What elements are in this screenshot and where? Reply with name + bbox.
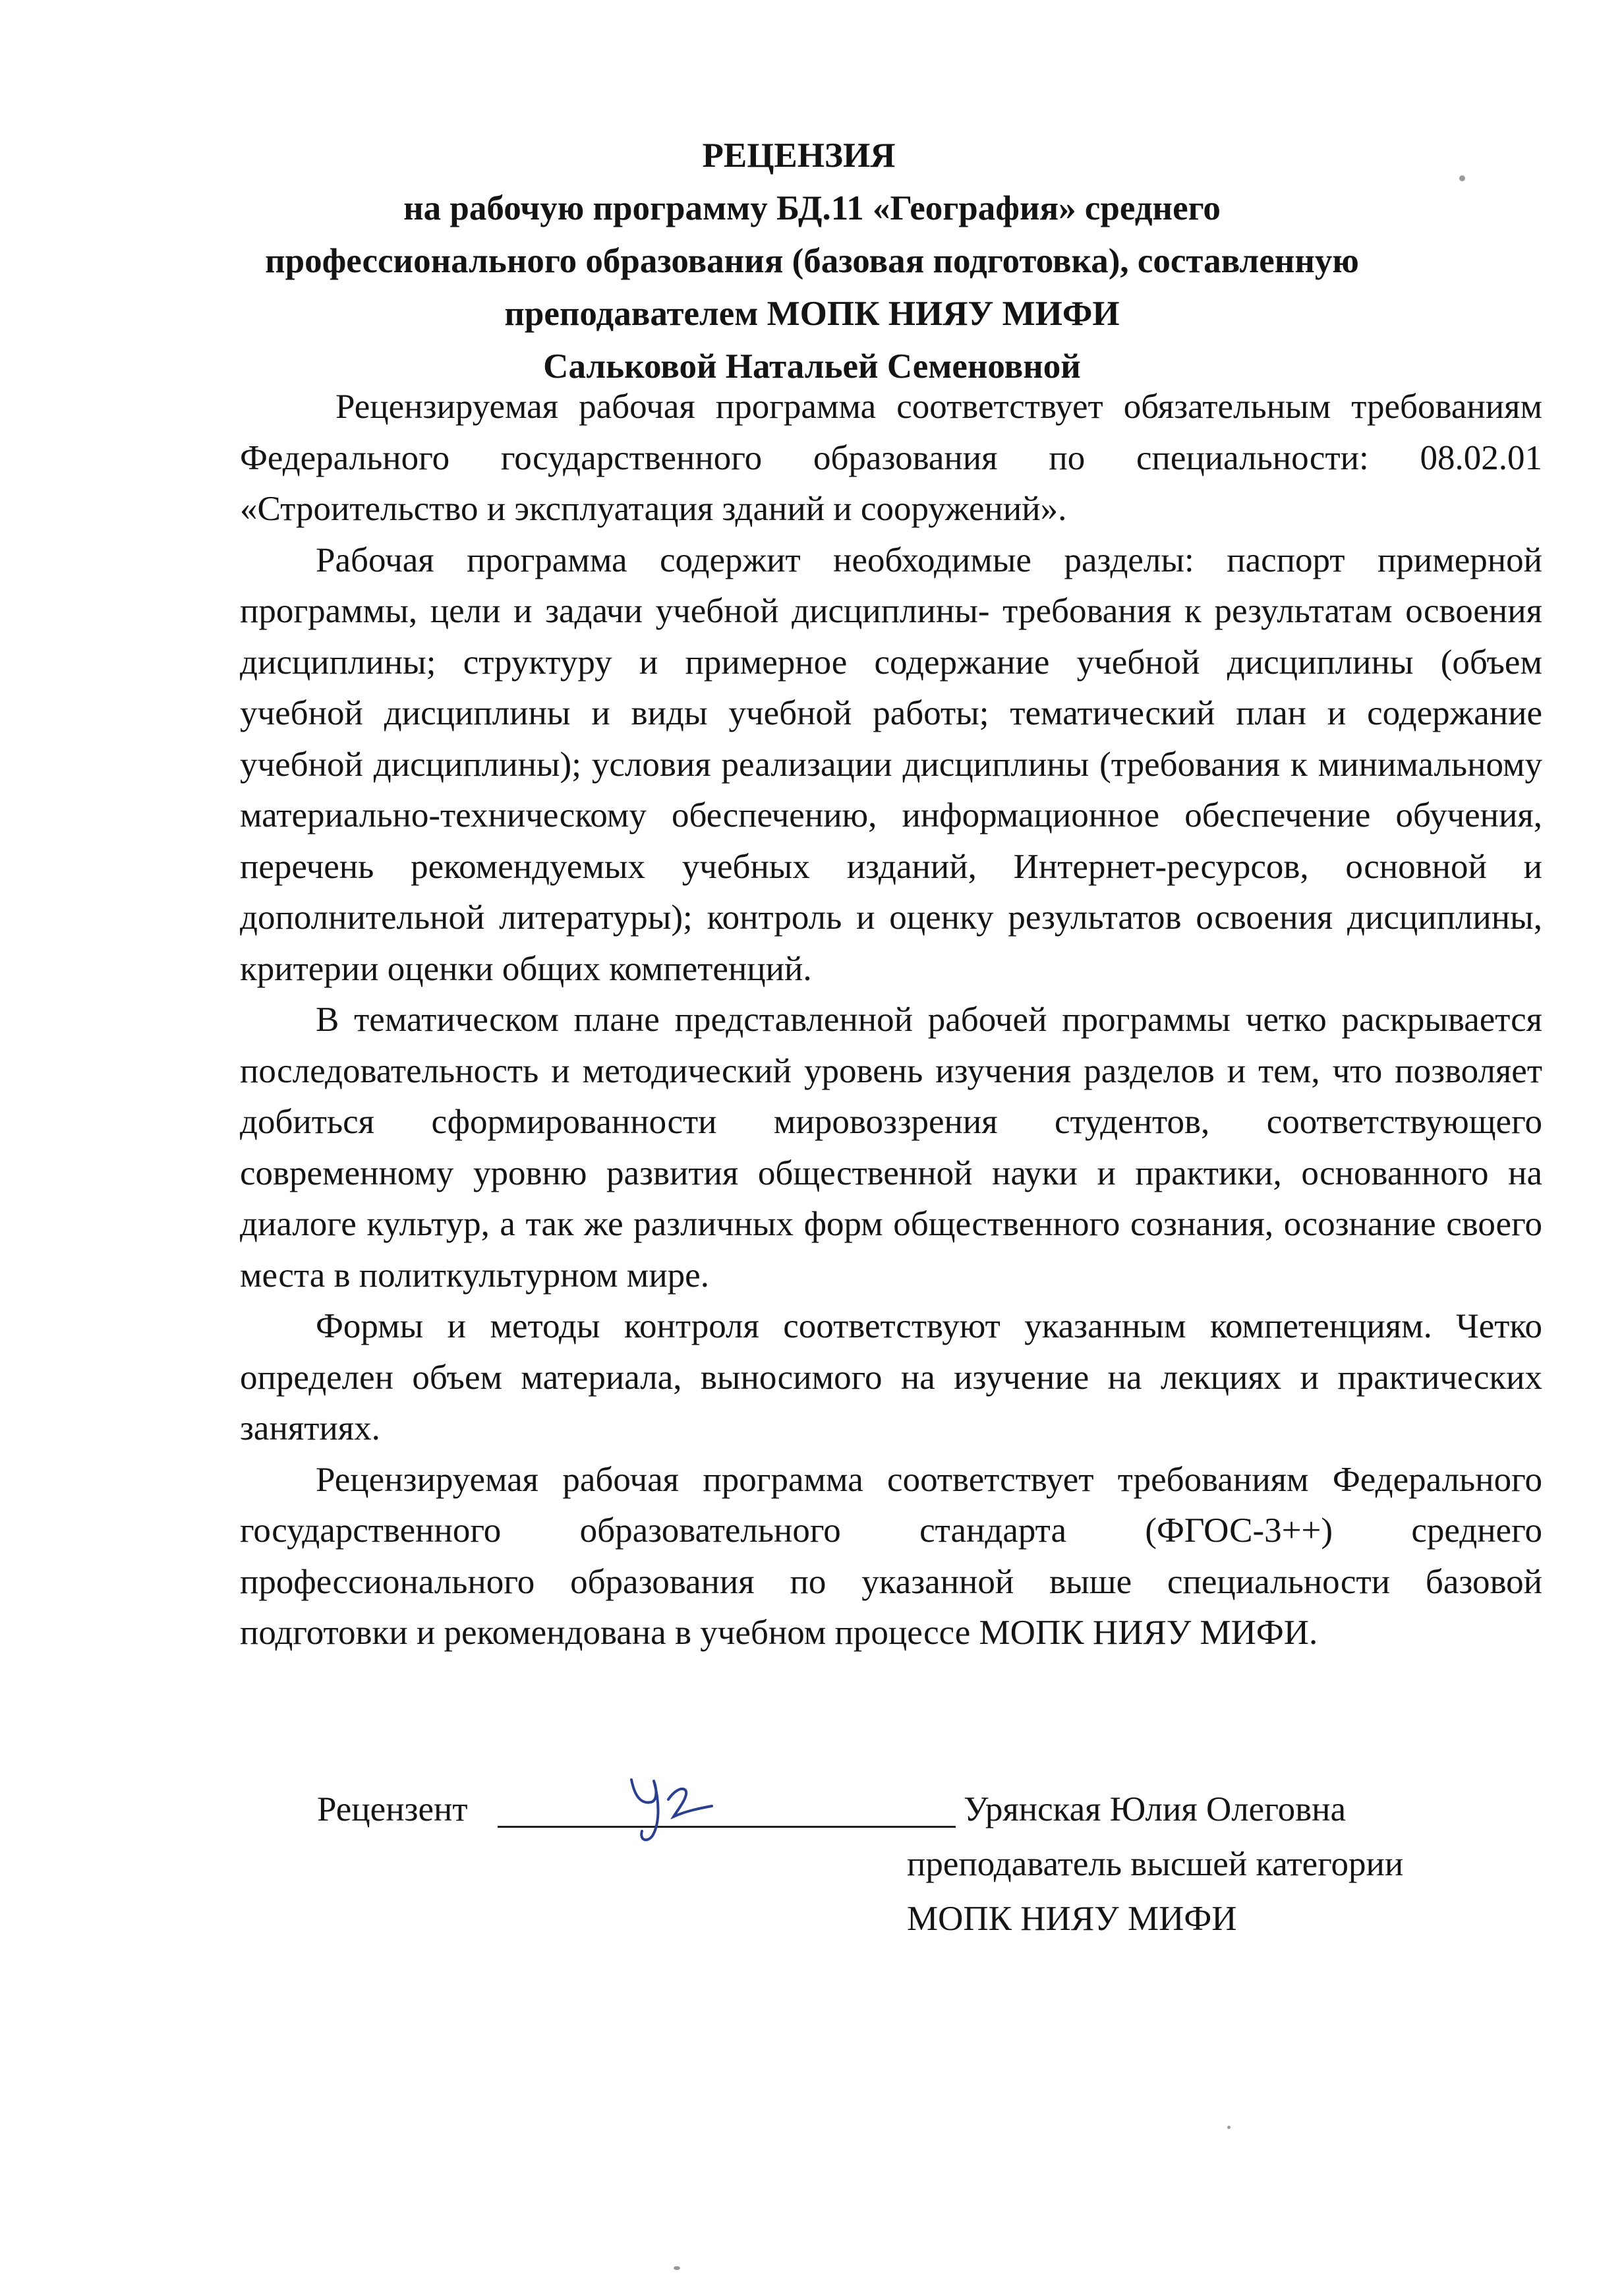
review-body bbox=[240, 382, 1542, 1659]
subtitle-line-1: на рабочую программу БД.11 «География» среднего bbox=[403, 189, 1221, 227]
reviewer-position: преподаватель высшей категории bbox=[907, 1845, 1404, 1883]
document-heading bbox=[0, 129, 1624, 393]
paragraph-thematic-plan: В тематическом плане представленной рабочей программы четко раскрывается последовательность и методический уровень изучения разделов и тем, что позволяет добиться сформированности мировоззрения студентов, соответствующего современному уровню развития общественной науки и практики, основанного на диалоге культур, а так же различных форм общественного сознания, осознание своего места в политкультурном мире. bbox=[240, 1001, 1542, 1295]
scan-speck bbox=[674, 2266, 680, 2270]
scan-speck bbox=[1227, 2126, 1231, 2129]
subtitle-line-3: преподавателем МОПК НИЯУ МИФИ bbox=[504, 295, 1120, 333]
paragraph-compliance: Рецензируемая рабочая программа соответствует обязательным требованиям Федерального государственного образования по специальности: 08.02.01 «Строительство и эксплуатация зданий и сооружений». bbox=[240, 388, 1542, 528]
reviewer-name: Урянская Юлия Олеговна bbox=[964, 1790, 1347, 1828]
handwritten-signature bbox=[613, 1753, 725, 1859]
paragraph-sections: Рабочая программа содержит необходимые разделы: паспорт примерной программы, цели и задачи учебной дисциплины- требования к результатам освоения дисциплины; структуру и примерное содержание учебной дисциплины (объем учебной дисциплины и виды учебной работы; тематический план и содержание учебной дисциплины); условия реализации дисциплины (требования к минимальному материально-техническому обеспечению, информационное обеспечение обучения, перечень рекомендуемых учебных изданий, Интернет-ресурсов, основной и дополнительной литературы); контроль и оценку результатов освоения дисциплины, критерии оценки общих компетенций. bbox=[240, 540, 1542, 988]
reviewer-organization: МОПК НИЯУ МИФИ bbox=[907, 1900, 1237, 1938]
signature-line bbox=[498, 1826, 956, 1828]
subtitle-line-2: профессионального образования (базовая подготовка), составленную bbox=[265, 242, 1359, 280]
document-title: РЕЦЕНЗИЯ bbox=[702, 136, 896, 175]
reviewer-label: Рецензент bbox=[317, 1790, 468, 1828]
scan-speck bbox=[1459, 175, 1465, 181]
paragraph-control-methods: Формы и методы контроля соответствуют указанным компетенциям. Четко определен объем материала, выносимого на изучение на лекциях и практических занятиях. bbox=[240, 1307, 1542, 1447]
paragraph-conclusion: Рецензируемая рабочая программа соответствует требованиям Федерального государственного образовательного стандарта (ФГОС-3++) среднего профессионального образования по указанной выше специальности базовой подготовки и рекомендована в учебном процессе МОПК НИЯУ МИФИ. bbox=[240, 1460, 1542, 1652]
subtitle-line-4: Сальковой Натальей Семеновной bbox=[543, 347, 1081, 386]
